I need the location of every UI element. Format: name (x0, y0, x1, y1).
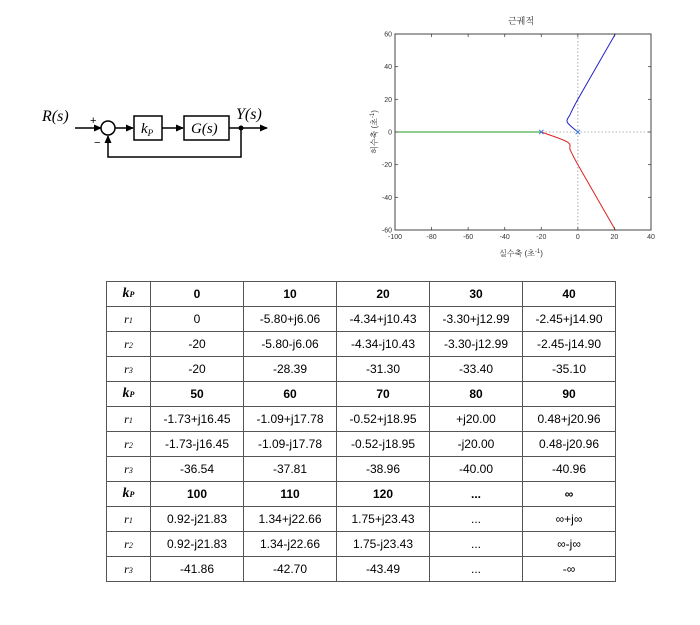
root-value-cell: -20 (151, 357, 244, 382)
root-value-cell: -38.96 (337, 457, 430, 482)
root-value-cell: -3.30-j12.99 (430, 332, 523, 357)
root-value-cell: ∞-j∞ (523, 532, 616, 557)
x-tick-label: -20 (536, 234, 547, 241)
root-row-label: r2 (107, 332, 151, 357)
table-row (107, 457, 616, 482)
root-value-cell: -28.39 (244, 357, 337, 382)
root-value-cell: 0 (151, 307, 244, 332)
y-tick-label: -40 (381, 194, 392, 202)
table-row (107, 357, 616, 382)
root-value-cell: -0.52+j18.95 (337, 407, 430, 432)
root-value-cell: 1.75-j23.43 (337, 532, 430, 557)
x-axis-label: 실수축 (초$^{-1}$) (499, 249, 543, 258)
kp-value-cell: ... (430, 482, 523, 507)
root-value-cell: -35.10 (523, 357, 616, 382)
root-value-cell: +j20.00 (430, 407, 523, 432)
root-row-label: r1 (107, 507, 151, 532)
root-row-label: r3 (107, 357, 151, 382)
kp-row-label: kP (107, 482, 151, 507)
y-tick-label: -60 (381, 227, 392, 235)
root-value-cell: 0.48+j20.96 (523, 407, 616, 432)
gain-subscript: P (147, 128, 154, 138)
table-kp-row (107, 382, 616, 407)
root-value-cell: -42.70 (244, 557, 337, 582)
y-tick-label: 20 (384, 96, 392, 104)
input-label: R(s) (42, 108, 69, 125)
root-value-cell: -j20.00 (430, 432, 523, 457)
kp-value-cell: 20 (337, 282, 430, 307)
root-row-label: r3 (107, 557, 151, 582)
table-kp-row (107, 282, 616, 307)
root-locus-chart (355, 10, 675, 265)
root-value-cell: -43.49 (337, 557, 430, 582)
plant-label: G(s) (191, 121, 218, 137)
x-tick-label: -80 (426, 234, 437, 241)
root-value-cell: ... (430, 507, 523, 532)
root-value-cell: -4.34-j10.43 (337, 332, 430, 357)
root-value-cell: ... (430, 557, 523, 582)
root-value-cell: -0.52-j18.95 (337, 432, 430, 457)
root-value-cell: -20 (151, 332, 244, 357)
plus-sign: + (90, 115, 97, 127)
y-tick-label: -20 (381, 162, 392, 170)
root-row-label: r2 (107, 432, 151, 457)
y-tick-label: 0 (388, 129, 392, 137)
root-value-cell: -37.81 (244, 457, 337, 482)
gain-label: $k_P$ (141, 121, 154, 138)
kp-value-cell: 90 (523, 382, 616, 407)
y-axis-label: 허수축 (초$^{-1}$) (370, 110, 379, 154)
root-value-cell: -3.30+j12.99 (430, 307, 523, 332)
kp-value-cell: 70 (337, 382, 430, 407)
kp-value-cell: ∞ (523, 482, 616, 507)
root-value-cell: -1.09-j17.78 (244, 432, 337, 457)
table-row (107, 532, 616, 557)
y-tick-label: 40 (384, 64, 392, 72)
table-kp-row (107, 482, 616, 507)
root-value-cell: 1.34-j22.66 (244, 532, 337, 557)
table-row (107, 407, 616, 432)
root-value-cell: -31.30 (337, 357, 430, 382)
root-row-label: r1 (107, 407, 151, 432)
root-value-cell: 1.75+j23.43 (337, 507, 430, 532)
x-tick-label: -40 (499, 234, 510, 241)
kp-value-cell: 30 (430, 282, 523, 307)
kp-value-cell: 40 (523, 282, 616, 307)
summing-junction (101, 121, 115, 135)
kp-row-label: kP (107, 382, 151, 407)
root-value-cell: -1.09+j17.78 (244, 407, 337, 432)
root-value-cell: -∞ (523, 557, 616, 582)
root-value-cell: -2.45+j14.90 (523, 307, 616, 332)
root-value-cell: -33.40 (430, 357, 523, 382)
root-value-cell: 0.92-j21.83 (151, 507, 244, 532)
kp-value-cell: 80 (430, 382, 523, 407)
root-value-cell: -1.73-j16.45 (151, 432, 244, 457)
y-tick-label: 60 (384, 31, 392, 39)
x-tick-label: 0 (575, 234, 580, 241)
root-value-cell: 0.92-j21.83 (151, 532, 244, 557)
kp-value-cell: 110 (244, 482, 337, 507)
root-value-cell: -36.54 (151, 457, 244, 482)
root-value-cell: -5.80-j6.06 (244, 332, 337, 357)
block-diagram (40, 95, 280, 175)
root-value-cell: 1.34+j22.66 (244, 507, 337, 532)
kp-value-cell: 50 (151, 382, 244, 407)
minus-sign: − (94, 137, 101, 149)
root-value-cell: -2.45-j14.90 (523, 332, 616, 357)
kp-value-cell: 10 (244, 282, 337, 307)
table-row (107, 557, 616, 582)
root-value-cell: -40.96 (523, 457, 616, 482)
root-value-cell: -41.86 (151, 557, 244, 582)
kp-value-cell: 120 (337, 482, 430, 507)
root-value-cell: ∞+j∞ (523, 507, 616, 532)
root-value-cell: 0.48-j20.96 (523, 432, 616, 457)
root-row-label: r1 (107, 307, 151, 332)
root-value-cell: ... (430, 532, 523, 557)
chart-title: 근궤적 (507, 16, 535, 26)
table-row (107, 332, 616, 357)
root-table (106, 281, 616, 582)
root-value-cell: -1.73+j16.45 (151, 407, 244, 432)
table-row (107, 432, 616, 457)
kp-value-cell: 60 (244, 382, 337, 407)
x-tick-label: -100 (387, 234, 403, 241)
x-tick-label: -60 (463, 234, 474, 241)
x-tick-label: 20 (610, 234, 619, 241)
root-value-cell: -4.34+j10.43 (337, 307, 430, 332)
kp-value-cell: 0 (151, 282, 244, 307)
root-row-label: r2 (107, 532, 151, 557)
root-value-cell: -5.80+j6.06 (244, 307, 337, 332)
output-label: Y(s) (236, 106, 262, 123)
root-table-body (107, 282, 616, 582)
root-row-label: r3 (107, 457, 151, 482)
table-row (107, 507, 616, 532)
root-value-cell: -40.00 (430, 457, 523, 482)
kp-row-label: kP (107, 282, 151, 307)
kp-value-cell: 100 (151, 482, 244, 507)
x-tick-label: 40 (647, 234, 655, 241)
table-row (107, 307, 616, 332)
